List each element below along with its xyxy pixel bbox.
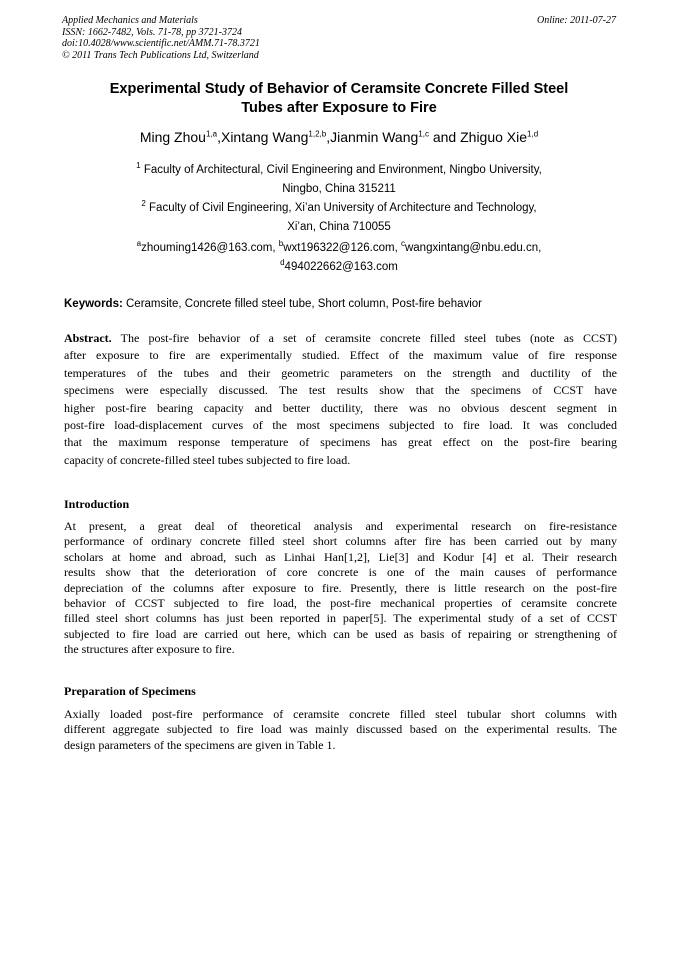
body-line: depreciation of the columns after exposure to fire. Presently, there is little research on the post-fire [64, 580, 617, 595]
keywords [64, 296, 616, 312]
body-line: the structures after exposure to fire. [64, 642, 235, 657]
abstract-line: specimens were especially discussed. The test results show that the specimens of CCST have [64, 383, 617, 398]
body-line: scholars at home and abroad, such as Linhai Han[1,2], Lie[3] and Kodur [4] et al. Their research [64, 549, 617, 564]
email-address: wxt196322@126.com, [283, 242, 401, 254]
body-line: design parameters of the specimens are given in Table 1. [64, 737, 336, 752]
body-line: At present, a great deal of theoretical analysis and experimental research on fire-resistance [64, 519, 617, 533]
paper-title [64, 80, 614, 118]
abstract-line: capacity of concrete-filled steel tubes subjected to fire load. [64, 452, 351, 467]
email-mark: b [278, 239, 284, 249]
copyright-line: © 2011 Trans Tech Publications Ltd, Switzerland [62, 49, 259, 61]
keywords-label: Keywords: [64, 298, 123, 310]
keywords-text: Ceramsite, Concrete filled steel tube, Short column, Post-fire behavior [122, 298, 483, 310]
body-line: results show that the deterioration of core concrete is one of the main causes of performance [64, 565, 617, 580]
preparation-heading: Preparation of Specimens [64, 684, 196, 698]
author-name: Ming Zhou [139, 129, 206, 145]
email-address: wangxintang@nbu.edu.cn, [404, 242, 542, 254]
affiliation-1 [64, 161, 614, 198]
author-affiliation-mark: 1,d [527, 129, 539, 139]
email-address: 494022662@163.com [284, 260, 398, 273]
journal-header [62, 15, 260, 61]
abstract-line: that the maximum response temperature of specimens has great effect on the post-fire bearing [64, 435, 617, 450]
title-line-1: Experimental Study of Behavior of Ceramsite Concrete Filled Steel [109, 81, 569, 97]
affiliation-mark: 2 [141, 199, 146, 209]
author-list [64, 128, 614, 146]
body-line: filled steel short columns has just been reported in paper[5]. The experimental study of a set of CCST [64, 611, 617, 626]
online-date: Online: 2011-07-27 [537, 15, 616, 26]
email-mark: d [280, 257, 285, 267]
author-name: Zhiguo Xie [460, 129, 528, 145]
author-name: Jianmin Wang [330, 129, 419, 145]
author-affiliation-mark: 1,a [205, 129, 218, 139]
abstract [64, 330, 617, 469]
author-and: and [428, 129, 461, 145]
issn-line: ISSN: 1662-7482, Vols. 71-78, pp 3721-3724 [62, 26, 242, 38]
abstract-line: higher post-fire bearing capacity and better ductility, there was no obvious descent segment in [64, 400, 617, 415]
abstract-line: after exposure to fire are experimentally studied. Effect of the maximum value of fire response [64, 348, 617, 363]
body-line: behavior of CCST subjected to fire load, the post-fire mechanical properties of ceramsite concrete [64, 596, 617, 611]
affiliation-line: Faculty of Architectural, Civil Engineering and Environment, Ningbo University, [143, 164, 542, 176]
abstract-line: post-fire load-displacement curves of the most specimens subjected to fire load. It was concluded [64, 418, 617, 433]
journal-name: Applied Mechanics and Materials [62, 15, 198, 26]
email-mark: a [136, 239, 142, 249]
introduction-body [64, 519, 617, 658]
abstract-line: temperatures of the tubes and their geometric parameters on the strength and ductility of the [64, 365, 617, 380]
affiliation-line: Faculty of Civil Engineering, Xi’an University of Architecture and Technology, [149, 202, 537, 214]
abstract-line: The post-fire behavior of a set of ceramsite concrete filled steel tubes (note as CCST) [111, 331, 617, 345]
author-separator: , [217, 129, 221, 145]
body-line: different aggregate subjected to fire load was mainly discussed based on the experimental results. The [64, 722, 617, 737]
affiliation-mark: 1 [136, 161, 141, 171]
author-affiliation-mark: 1,c [418, 129, 429, 139]
affiliation-2 [64, 199, 614, 236]
email-address: zhouming1426@163.com, [141, 242, 279, 254]
title-line-2: Tubes after Exposure to Fire [241, 100, 437, 116]
preparation-body [64, 707, 617, 753]
author-affiliation-mark: 1,2,b [308, 129, 327, 139]
affiliation-line: Ningbo, China 315211 [282, 182, 396, 195]
body-line: performance of ordinary concrete filled steel short columns after fire has been carried out by many [64, 534, 617, 549]
abstract-label: Abstract. [64, 331, 112, 345]
doi-line: doi:10.4028/www.scientific.net/AMM.71-78.3721 [62, 38, 260, 49]
introduction-heading: Introduction [64, 497, 130, 511]
author-emails [64, 239, 614, 276]
affiliation-line: Xi’an, China 710055 [287, 220, 391, 233]
author-separator: , [326, 129, 331, 145]
body-line: subjected to fire load are carried out here, which can be used as basis of repairing or strengthening of [64, 626, 617, 641]
author-name: Xintang Wang [220, 129, 309, 145]
email-mark: c [400, 239, 405, 249]
body-line: Axially loaded post-fire performance of ceramsite concrete filled steel tubular short columns with [64, 707, 617, 721]
